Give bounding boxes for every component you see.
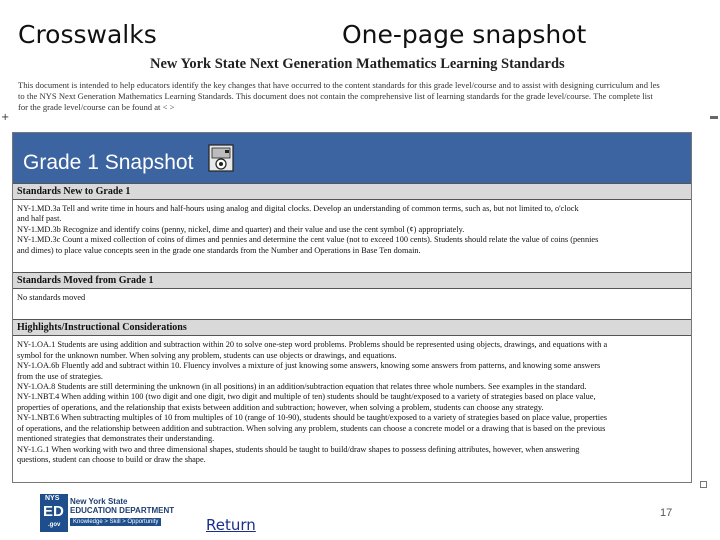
logo-line-1: New York State: [70, 497, 128, 506]
intro-line: This document is intended to help educators identify the key changes that have occurred to the content standards for this grade level/course and to assist with designing curriculum and les: [18, 80, 660, 90]
standard-line: from the use of strategies.: [17, 371, 103, 381]
standard-line: mentioned strategies that demonstrates their understanding.: [17, 434, 215, 444]
intro-line: to the NYS Next Generation Mathematics Learning Standards. This document does not contain the comprehensive list of learning standards for the grade level/course. The complete list: [18, 91, 653, 101]
standard-line: NY-1.OA.8 Students are still determining the unknown (in all positions) in an addition/subtraction equation that relates three whole numbers. See examples in the standard.: [17, 382, 587, 392]
section-body-highlights: [13, 336, 691, 467]
standard-line: and half past.: [17, 214, 62, 224]
standard-line: NY-1.OA.1 Students are using addition and subtraction within 20 to solve one-step word problems. Problems should be represented using objects, drawings, and equations with a: [17, 340, 608, 350]
resize-handle[interactable]: [700, 481, 707, 488]
nysed-logo-mark: [40, 494, 68, 532]
slide-title-snapshot: One-page snapshot: [342, 20, 587, 49]
banner-title: Grade 1 Snapshot: [23, 151, 194, 174]
standard-line: NY-1.MD.3a Tell and write time in hours and half-hours using analog and digital clocks. Develop an understanding of common terms, such as, but not limited to, o'clock: [17, 204, 579, 213]
return-link[interactable]: Return: [206, 516, 256, 534]
standard-line: of operations, and the relationship between addition and subtraction. When solving any problem, students can choose a concrete model or a drawing that is based on the previous: [17, 423, 606, 433]
move-handle-icon[interactable]: +: [1, 112, 10, 123]
document-heading: New York State Next Generation Mathematics Learning Standards: [150, 56, 565, 72]
slide-title-crosswalks: Crosswalks: [18, 20, 157, 49]
section-header-moved-standards: Standards Moved from Grade 1: [13, 272, 691, 289]
section-body-new-standards: [13, 200, 691, 272]
standard-line: NY-1.MD.3c Count a mixed collection of coins of dimes and pennies and determine the cent value (not to exceed 100 cents). Students should relate the value of coins (pennies: [17, 235, 599, 245]
standard-line: properties of operations, and the relationship that exists between addition and subtraction; however, when solving a problem, students can choose any strategy.: [17, 402, 544, 412]
section-header-new-standards: Standards New to Grade 1: [13, 183, 691, 200]
snapshot-banner: [13, 133, 691, 183]
camera-icon: [205, 143, 237, 173]
standard-line: NY-1.G.1 When working with two and three dimensional shapes, students should be taught to build/draw shapes to possess defining attributes, however, when answering: [17, 444, 580, 454]
intro-line: for the grade level/course can be found at < >: [18, 102, 175, 112]
standard-line: questions, student can choose to build or draw the shape.: [17, 454, 206, 464]
logo-abbr-main: ED: [43, 503, 64, 520]
logo-abbr-top: NYS: [45, 495, 60, 502]
standard-line: NY-1.MD.3b Recognize and identify coins (penny, nickel, dime and quarter) and their value and use the cent symbol (¢) appropriately.: [17, 224, 465, 234]
nysed-logo: [40, 494, 220, 536]
logo-tagline: Knowledge > Skill > Opportunity: [70, 518, 161, 526]
standard-line: NY-1.OA.6b Fluently add and subtract within 10. Fluency involves a mixture of just knowing some answers, knowing some answers from patterns, and knowing some answers: [17, 361, 601, 371]
logo-abbr-sub: .gov: [48, 522, 61, 528]
section-body-moved-standards: [13, 289, 691, 319]
standard-line: No standards moved: [17, 293, 86, 303]
page-number: 17: [660, 507, 673, 519]
logo-line-2: EDUCATION DEPARTMENT: [70, 506, 175, 515]
standard-line: NY-1.NBT.4 When adding within 100 (two digit and one digit, two digit and multiple of ten) students should be taught/exposed to a variety of strategies based on place value,: [17, 392, 596, 402]
standard-line: NY-1.NBT.6 When subtracting multiples of 10 from multiples of 10 (range of 10-90), students should be taught/exposed to a variety of strategies based on place value, properties: [17, 413, 608, 423]
grade1-snapshot-panel: [12, 132, 692, 483]
standard-line: and dimes) to place value concepts seen in the grade one standards from the Number and Operations in Base Ten domain.: [17, 245, 421, 255]
right-edge-marker: [710, 116, 718, 119]
section-header-highlights: Highlights/Instructional Considerations: [13, 319, 691, 336]
document-intro: [18, 80, 708, 113]
standard-line: symbol for the unknown number. When solving any problem, students can use objects or drawings, and equations.: [17, 350, 397, 360]
